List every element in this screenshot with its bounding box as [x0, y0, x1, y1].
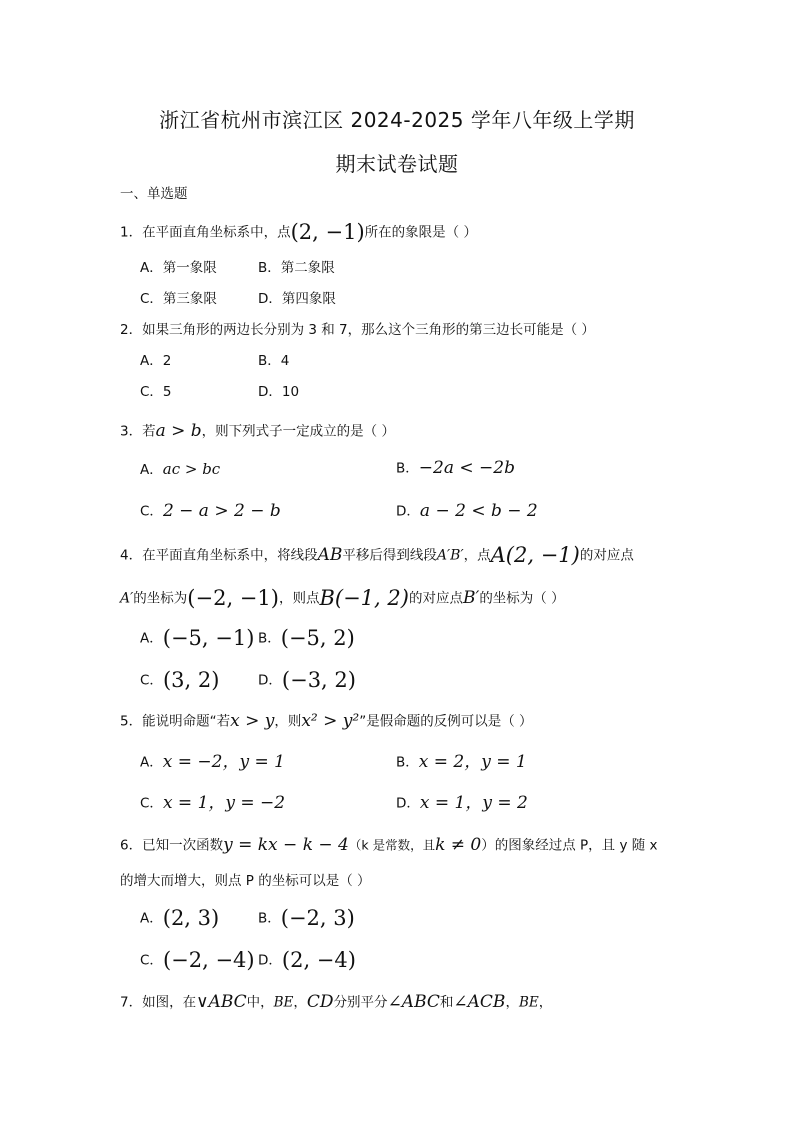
q5-c-value: x = 1，y = −2	[162, 793, 286, 813]
q5-condition-2: x² > y²	[301, 711, 360, 731]
q6-a-value: (2, 3)	[162, 906, 220, 930]
q1-stem-a: 1．在平面直角坐标系中，点	[120, 224, 291, 241]
q3-a-expr: ac > bc	[162, 460, 221, 478]
q5-text-3: ”是假命题的反例可以是（ ）	[359, 713, 533, 730]
q4-text-7: 的对应点	[408, 590, 463, 607]
q4-option-c[interactable]	[140, 670, 219, 691]
q2-option-a[interactable]: A．2	[140, 353, 172, 369]
q4-option-a[interactable]	[140, 628, 254, 649]
q3-d-label: D．	[396, 503, 420, 520]
q5-b-label: B．	[396, 754, 419, 771]
q4-c-value: (3, 2)	[162, 668, 220, 692]
q6-text-3: ）的图象经过点 P，且 y 随 x	[481, 837, 658, 854]
q4-segment-ab: AB	[317, 545, 343, 565]
q7-segment-be: BE	[273, 994, 294, 1011]
q1-option-b[interactable]: B．第二象限	[258, 260, 335, 276]
q3-c-label: C．	[140, 503, 163, 520]
q6-text-2: （k 是常数，且	[348, 837, 436, 853]
question-6-line-2: 的增大而增大，则点 P 的坐标可以是（ ）	[120, 873, 371, 889]
q1-option-c[interactable]: C．第三象限	[140, 291, 217, 307]
q6-d-value: (2, −4)	[281, 948, 356, 972]
q2-option-c[interactable]: C．5	[140, 384, 172, 400]
q7-text-3: 分别平分	[333, 994, 388, 1011]
q6-option-c[interactable]	[140, 950, 255, 971]
q6-option-d[interactable]	[258, 950, 356, 971]
q4-point-b: B(−1, 2)	[319, 586, 409, 610]
q3-option-b[interactable]	[396, 460, 515, 477]
q6-d-label: D．	[258, 952, 282, 969]
question-6-line-1	[120, 837, 658, 854]
q4-text-8: 的坐标为（ ）	[479, 590, 565, 607]
q3-stem-a: 3．若	[120, 423, 156, 440]
q4-d-value: (−3, 2)	[281, 668, 356, 692]
q3-stem-b: ，则下列式子一定成立的是（ ）	[201, 423, 395, 440]
q7-text-4: 和	[439, 994, 454, 1011]
question-2: 2．如果三角形的两边长分别为 3 和 7，那么这个三角形的第三边长可能是（ ）	[120, 322, 595, 338]
q3-condition: a > b	[155, 421, 202, 441]
question-1	[120, 222, 477, 243]
q4-text-1: 4．在平面直角坐标系中，将线段	[120, 547, 318, 564]
q6-option-a[interactable]	[140, 908, 219, 929]
q4-option-d[interactable]	[258, 670, 356, 691]
q6-b-label: B．	[258, 910, 281, 927]
q3-b-label: B．	[396, 460, 419, 477]
q6-function: y = kx − k − 4	[223, 835, 349, 855]
q4-a-label: A．	[140, 630, 163, 647]
q4-point-a1: A′	[120, 590, 134, 607]
q4-text-2: 平移后得到线段	[342, 547, 437, 564]
q4-b-value: (−5, 2)	[280, 626, 355, 650]
q4-a-value: (−5, −1)	[162, 626, 255, 650]
q5-option-d[interactable]	[396, 795, 528, 812]
q3-b-expr: −2a < −2b	[418, 458, 515, 478]
question-4-line-2	[120, 588, 565, 609]
q4-text-3: ，点	[463, 547, 491, 564]
q3-c-expr: 2 − a > 2 − b	[162, 501, 281, 521]
q4-text-6: ，则点	[278, 590, 320, 607]
q5-b-value: x = 2，y = 1	[418, 752, 527, 772]
q7-comma-3: ，	[538, 994, 553, 1011]
q3-option-d[interactable]	[396, 503, 538, 520]
q5-option-c[interactable]	[140, 795, 285, 812]
exam-subtitle: 期末试卷试题	[335, 152, 459, 176]
q5-option-a[interactable]	[140, 754, 285, 771]
q2-option-b[interactable]: B．4	[258, 353, 290, 369]
question-3	[120, 423, 395, 440]
q7-segment-cd: CD	[306, 992, 334, 1012]
q5-c-label: C．	[140, 795, 163, 812]
q3-a-label: A．	[140, 462, 163, 478]
q1-option-d[interactable]: D．第四象限	[258, 291, 336, 307]
q7-text-1: 7．如图，在	[120, 994, 197, 1011]
q4-coord-a1: (−2, −1)	[187, 586, 279, 610]
q6-a-label: A．	[140, 910, 163, 927]
q7-angle-acb: ∠ACB	[453, 992, 506, 1012]
q1-point: (2, −1)	[290, 220, 365, 244]
q4-point-a: A(2, −1)	[490, 543, 580, 567]
q5-text-1: 5．能说明命题“若	[120, 713, 231, 730]
question-4-line-1	[120, 545, 634, 566]
q4-text-5: 的坐标为	[133, 590, 188, 607]
q7-text-2: 中，	[246, 994, 274, 1011]
q6-text-1: 6．已知一次函数	[120, 837, 224, 854]
q3-option-c[interactable]	[140, 503, 281, 520]
q4-text-4: 的对应点	[579, 547, 634, 564]
q4-d-label: D．	[258, 672, 282, 689]
q6-c-label: C．	[140, 952, 163, 969]
q4-option-b[interactable]	[258, 628, 355, 649]
q7-comma-2: ，	[505, 994, 519, 1011]
exam-title: 浙江省杭州市滨江区 2024-2025 学年八年级上学期	[159, 108, 635, 132]
q4-b-label: B．	[258, 630, 281, 647]
q5-d-value: x = 1，y = 2	[419, 793, 528, 813]
q6-option-b[interactable]	[258, 908, 355, 929]
q7-triangle: ∨ABC	[196, 992, 247, 1012]
q5-a-value: x = −2，y = 1	[162, 752, 285, 772]
question-7	[120, 994, 552, 1011]
q5-a-label: A．	[140, 754, 163, 771]
q5-option-b[interactable]	[396, 754, 527, 771]
q6-b-value: (−2, 3)	[280, 906, 355, 930]
q4-point-b1: B′	[462, 588, 480, 608]
q3-option-a[interactable]	[140, 462, 220, 478]
q7-comma-1: ，	[293, 994, 307, 1011]
q4-c-label: C．	[140, 672, 163, 689]
question-5	[120, 713, 533, 730]
q5-condition-1: x > y	[230, 711, 275, 731]
q4-segment-a1b1: A′B′	[436, 547, 464, 564]
q3-d-expr: a − 2 < b − 2	[419, 501, 538, 521]
q2-option-d[interactable]: D．10	[258, 384, 300, 400]
q1-stem-b: 所在的象限是（ ）	[364, 224, 477, 241]
q6-c-value: (−2, −4)	[162, 948, 255, 972]
q5-d-label: D．	[396, 795, 420, 812]
section-heading: 一、单选题	[120, 186, 188, 202]
q6-condition: k ≠ 0	[435, 835, 482, 855]
q5-text-2: ，则	[274, 713, 302, 730]
q7-angle-abc: ∠ABC	[387, 992, 440, 1012]
q1-option-a[interactable]: A．第一象限	[140, 260, 217, 276]
q7-segment-be-2: BE	[518, 994, 539, 1011]
